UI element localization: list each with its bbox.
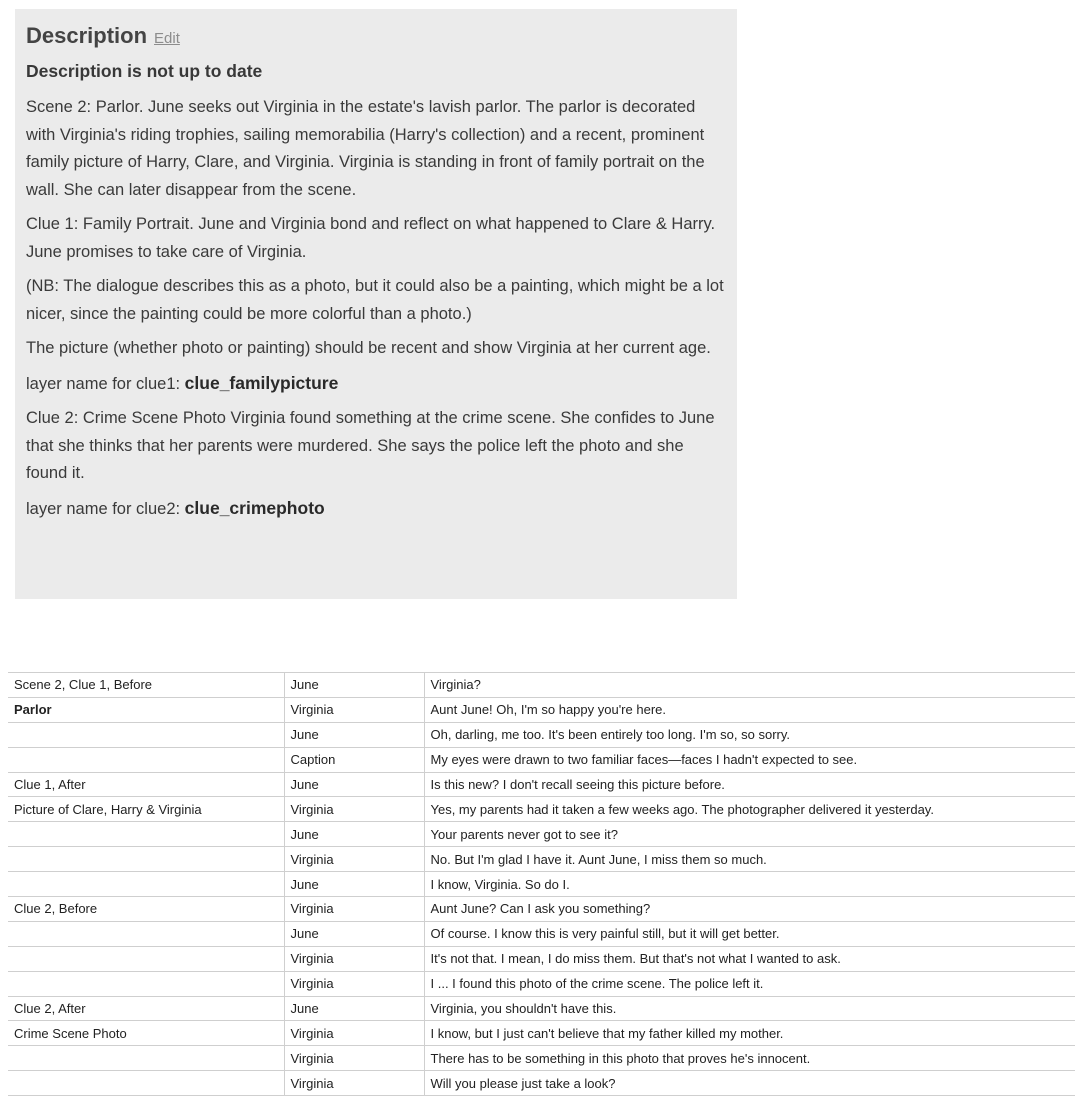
speaker-cell: Virginia xyxy=(284,1046,424,1071)
speaker-cell: June xyxy=(284,772,424,797)
table-row xyxy=(8,822,1075,847)
script-table xyxy=(8,672,1075,1096)
scene-cell xyxy=(8,946,284,971)
speaker-cell: Virginia xyxy=(284,1021,424,1046)
table-row xyxy=(8,797,1075,822)
speaker-cell: Caption xyxy=(284,747,424,772)
scene-cell: Picture of Clare, Harry & Virginia xyxy=(8,797,284,822)
layer-name-clue2-label: layer name for clue2: xyxy=(26,499,181,518)
table-row xyxy=(8,996,1075,1021)
speaker-cell: Virginia xyxy=(284,1071,424,1096)
speaker-cell: Virginia xyxy=(284,847,424,872)
layer-name-clue1-label: layer name for clue1: xyxy=(26,374,181,393)
table-row xyxy=(8,747,1075,772)
dialogue-cell: My eyes were drawn to two familiar faces—faces I hadn't expected to see. xyxy=(424,747,1075,772)
dialogue-cell: Yes, my parents had it taken a few weeks ago. The photographer delivered it yesterday. xyxy=(424,797,1075,822)
dialogue-cell: No. But I'm glad I have it. Aunt June, I miss them so much. xyxy=(424,847,1075,872)
table-row xyxy=(8,1046,1075,1071)
dialogue-cell: I know, Virginia. So do I. xyxy=(424,872,1075,897)
table-row xyxy=(8,722,1075,747)
dialogue-cell: Aunt June? Can I ask you something? xyxy=(424,897,1075,922)
table-row xyxy=(8,772,1075,797)
table-row xyxy=(8,1021,1075,1046)
speaker-cell: Virginia xyxy=(284,971,424,996)
layer-name-clue2-value: clue_crimephoto xyxy=(184,497,325,518)
description-title: Description xyxy=(26,23,148,48)
table-row xyxy=(8,847,1075,872)
dialogue-cell: Aunt June! Oh, I'm so happy you're here. xyxy=(424,697,1075,722)
table-row xyxy=(8,673,1075,698)
speaker-cell: Virginia xyxy=(284,697,424,722)
dialogue-cell: It's not that. I mean, I do miss them. But that's not what I wanted to ask. xyxy=(424,946,1075,971)
layer-name-clue2 xyxy=(26,495,726,524)
scene-cell xyxy=(8,921,284,946)
table-row xyxy=(8,971,1075,996)
dialogue-cell: There has to be something in this photo that proves he's innocent. xyxy=(424,1046,1075,1071)
table-row xyxy=(8,697,1075,722)
description-paragraph-scene: Scene 2: Parlor. June seeks out Virginia in the estate's lavish parlor. The parlor is decorated with Virginia's riding trophies, sailing memorabilia (Harry's collection) and a recent, prominent family picture of Harry, Clare, and Virginia. Virginia is standing in front of family portrait on the wall. She can later disappear from the scene. xyxy=(26,98,705,199)
scene-cell xyxy=(8,722,284,747)
speaker-cell: June xyxy=(284,996,424,1021)
scene-cell: Crime Scene Photo xyxy=(8,1021,284,1046)
dialogue-cell: Oh, darling, me too. It's been entirely too long. I'm so, so sorry. xyxy=(424,722,1075,747)
scene-cell xyxy=(8,1046,284,1071)
table-row xyxy=(8,921,1075,946)
edit-link[interactable]: Edit xyxy=(154,30,180,47)
description-panel xyxy=(15,9,737,599)
scene-cell xyxy=(8,1071,284,1096)
table-row xyxy=(8,1071,1075,1096)
description-header xyxy=(26,23,726,49)
dialogue-cell: I ... I found this photo of the crime scene. The police left it. xyxy=(424,971,1075,996)
dialogue-cell: Your parents never got to see it? xyxy=(424,822,1075,847)
script-table-body xyxy=(8,673,1075,1096)
scene-cell: Clue 2, Before xyxy=(8,897,284,922)
description-paragraph-clue1: Clue 1: Family Portrait. June and Virginia bond and reflect on what happened to Clare & Harry. June promises to take care of Virginia. xyxy=(26,215,716,261)
scene-cell: Clue 2, After xyxy=(8,996,284,1021)
scene-cell: Scene 2, Clue 1, Before xyxy=(8,673,284,698)
scene-cell xyxy=(8,747,284,772)
speaker-cell: June xyxy=(284,872,424,897)
speaker-cell: Virginia xyxy=(284,897,424,922)
layer-name-clue1 xyxy=(26,370,726,399)
description-paragraph-note: (NB: The dialogue describes this as a photo, but it could also be a painting, which might be a lot nicer, since the painting could be more colorful than a photo.) xyxy=(26,277,724,323)
speaker-cell: June xyxy=(284,722,424,747)
description-paragraph-clue2: Clue 2: Crime Scene Photo Virginia found something at the crime scene. She confides to June that she thinks that her parents were murdered. She says the police left the photo and she found it. xyxy=(26,409,715,482)
dialogue-cell: Of course. I know this is very painful still, but it will get better. xyxy=(424,921,1075,946)
scene-cell xyxy=(8,971,284,996)
scene-cell xyxy=(8,822,284,847)
layer-name-clue1-value: clue_familypicture xyxy=(184,372,339,393)
dialogue-cell: Virginia? xyxy=(424,673,1075,698)
dialogue-cell: Will you please just take a look? xyxy=(424,1071,1075,1096)
scene-cell xyxy=(8,847,284,872)
scene-cell xyxy=(8,872,284,897)
description-paragraph-picture: The picture (whether photo or painting) should be recent and show Virginia at her current age. xyxy=(26,339,711,357)
speaker-cell: Virginia xyxy=(284,797,424,822)
speaker-cell: June xyxy=(284,822,424,847)
table-row xyxy=(8,872,1075,897)
speaker-cell: Virginia xyxy=(284,946,424,971)
scene-cell: Parlor xyxy=(8,697,284,722)
table-row xyxy=(8,897,1075,922)
dialogue-cell: Is this new? I don't recall seeing this picture before. xyxy=(424,772,1075,797)
scene-cell: Clue 1, After xyxy=(8,772,284,797)
table-row xyxy=(8,946,1075,971)
dialogue-cell: Virginia, you shouldn't have this. xyxy=(424,996,1075,1021)
description-status: Description is not up to date xyxy=(26,61,263,81)
speaker-cell: June xyxy=(284,921,424,946)
dialogue-cell: I know, but I just can't believe that my father killed my mother. xyxy=(424,1021,1075,1046)
speaker-cell: June xyxy=(284,673,424,698)
